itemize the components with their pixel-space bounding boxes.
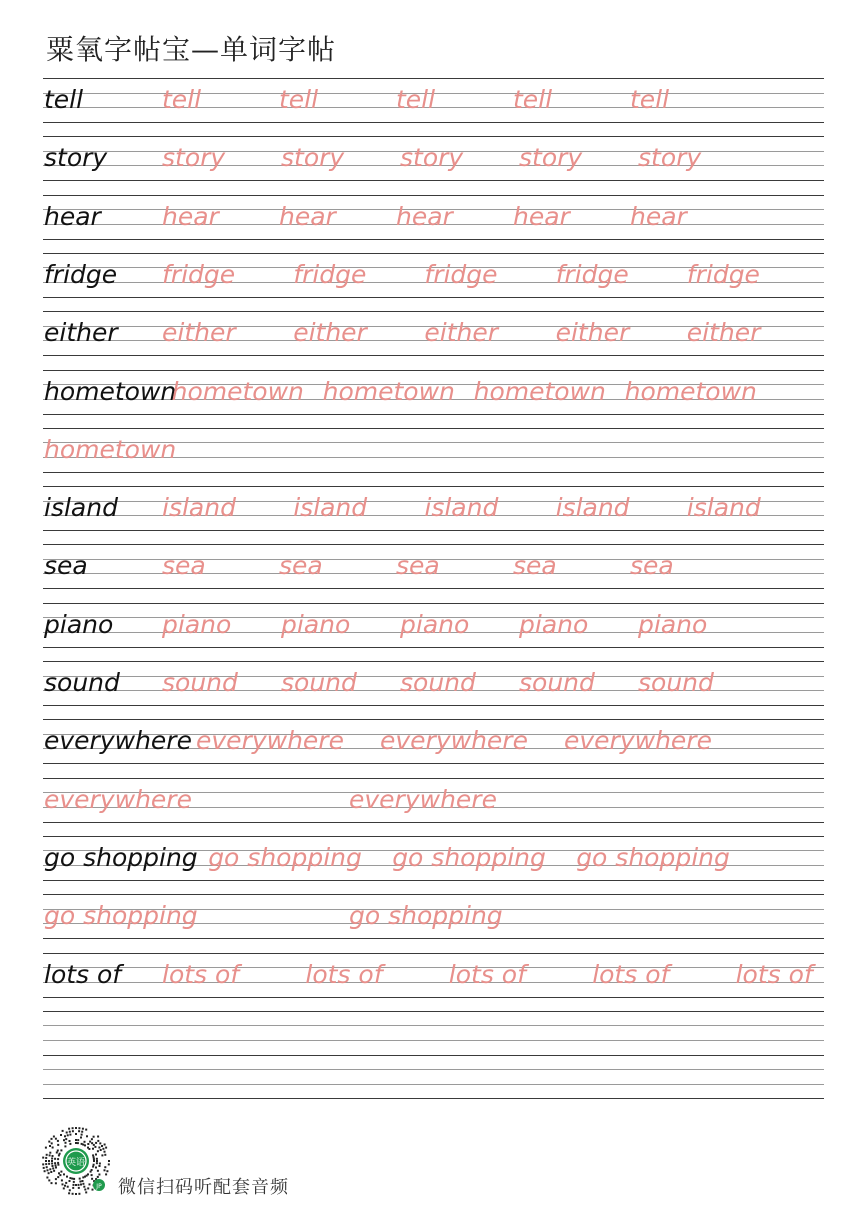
rule-base-line xyxy=(43,472,824,473)
trace-word: either xyxy=(293,318,367,348)
trace-word: sound xyxy=(638,668,714,697)
trace-word: sea xyxy=(162,551,206,581)
rule-base-line xyxy=(43,297,824,298)
page-title: 粟氧字帖宝—单词字帖 xyxy=(46,33,337,66)
rule-base-line xyxy=(43,822,824,823)
trace-word: piano xyxy=(162,609,232,639)
trace-word: fridge xyxy=(686,259,760,289)
trace-word: either xyxy=(424,318,499,348)
rule-top-line xyxy=(43,195,824,196)
trace-word: fridge xyxy=(162,259,236,289)
model-word: hometown xyxy=(44,376,177,406)
rule-base-line xyxy=(43,530,824,531)
trace-word: piano xyxy=(638,609,708,639)
rule-base-line xyxy=(43,763,824,764)
rule-base-line xyxy=(43,647,824,648)
rule-guide-line xyxy=(43,967,824,968)
model-word: go shopping xyxy=(44,842,198,872)
trace-word: island xyxy=(293,493,368,523)
rule-top-line xyxy=(43,836,824,837)
trace-word: island xyxy=(424,493,499,523)
trace-word: go shopping xyxy=(392,842,546,872)
trace-word: everywhere xyxy=(564,726,712,756)
trace-word: tell xyxy=(279,85,319,114)
trace-word: lots of xyxy=(305,959,383,989)
rule-base-line xyxy=(43,705,824,706)
model-word: piano xyxy=(44,609,114,639)
rule-top-line xyxy=(43,661,824,662)
trace-word: hometown xyxy=(473,376,606,406)
rule-top-line xyxy=(43,428,824,429)
model-word: sea xyxy=(44,551,88,581)
trace-word: hometown xyxy=(624,376,757,406)
model-word: fridge xyxy=(44,259,118,289)
blank-practice-line xyxy=(43,1055,824,1056)
footer-caption: 微信扫码听配套音频 xyxy=(118,1177,289,1198)
rule-top-line xyxy=(43,544,824,545)
trace-word: island xyxy=(162,493,236,523)
rule-top-line xyxy=(43,78,824,79)
model-word: hear xyxy=(44,201,101,231)
trace-word: story xyxy=(519,143,583,173)
model-word: everywhere xyxy=(44,726,192,756)
blank-practice-line xyxy=(43,1040,824,1041)
trace-word: sound xyxy=(162,668,238,697)
trace-word: story xyxy=(400,143,464,173)
trace-word: fridge xyxy=(293,259,367,289)
blank-practice-line xyxy=(43,1025,824,1026)
trace-word: sound xyxy=(400,668,476,697)
trace-word: hear xyxy=(279,201,336,231)
model-word: island xyxy=(44,493,118,523)
trace-word: story xyxy=(162,143,226,173)
trace-word: everywhere xyxy=(380,726,528,756)
trace-word: piano xyxy=(519,609,589,639)
trace-word: either xyxy=(686,318,761,348)
rule-base-line xyxy=(43,239,824,240)
trace-word: hometown xyxy=(44,434,177,464)
trace-word: go shopping xyxy=(349,901,503,931)
trace-word: hometown xyxy=(171,376,304,406)
model-word: tell xyxy=(44,85,84,114)
trace-word: hometown xyxy=(322,376,455,406)
rule-base-line xyxy=(43,997,824,998)
qr-badge-label: 英语 xyxy=(66,1158,86,1168)
model-word: either xyxy=(44,318,118,348)
footer xyxy=(40,1126,440,1198)
trace-word: lots of xyxy=(448,959,526,989)
model-word: story xyxy=(44,143,108,173)
trace-word: sea xyxy=(279,551,323,581)
trace-word: sound xyxy=(519,668,595,697)
trace-word: island xyxy=(555,493,630,523)
blank-practice-line xyxy=(43,1098,824,1099)
trace-word: hear xyxy=(396,201,453,231)
trace-word: story xyxy=(281,143,345,173)
rule-top-line xyxy=(43,953,824,954)
model-word: lots of xyxy=(44,959,122,989)
trace-word: lots of xyxy=(592,959,670,989)
rule-top-line xyxy=(43,894,824,895)
trace-word: everywhere xyxy=(349,784,497,814)
trace-word: sea xyxy=(513,551,557,581)
trace-word: everywhere xyxy=(196,726,344,756)
trace-word: sound xyxy=(281,668,357,697)
model-word: sound xyxy=(44,668,120,697)
rule-base-line xyxy=(43,880,824,881)
rule-top-line xyxy=(43,253,824,254)
trace-word: tell xyxy=(630,85,670,114)
blank-practice-line xyxy=(43,1069,824,1070)
trace-word: tell xyxy=(162,85,202,114)
blank-practice-line xyxy=(43,1011,824,1012)
rule-guide-line xyxy=(43,982,824,983)
rule-base-line xyxy=(43,355,824,356)
trace-word: sea xyxy=(396,551,440,581)
trace-word: story xyxy=(638,143,702,173)
trace-word: everywhere xyxy=(44,784,192,814)
trace-word: lots of xyxy=(735,959,813,989)
rule-top-line xyxy=(43,719,824,720)
trace-word: go shopping xyxy=(208,842,362,872)
trace-word: go shopping xyxy=(576,842,730,872)
trace-word: piano xyxy=(400,609,470,639)
trace-word: sea xyxy=(630,551,674,581)
rule-base-line xyxy=(43,180,824,181)
trace-word: lots of xyxy=(162,959,240,989)
trace-word: hear xyxy=(630,201,687,231)
rule-top-line xyxy=(43,603,824,604)
rule-base-line xyxy=(43,414,824,415)
trace-word: tell xyxy=(396,85,436,114)
rule-top-line xyxy=(43,486,824,487)
trace-word: tell xyxy=(513,85,553,114)
rule-base-line xyxy=(43,588,824,589)
trace-word: fridge xyxy=(424,259,498,289)
trace-word: either xyxy=(162,318,236,348)
trace-word: island xyxy=(686,493,761,523)
trace-word: go shopping xyxy=(44,901,198,931)
rule-top-line xyxy=(43,778,824,779)
svg-text:JP: JP xyxy=(96,1183,102,1190)
trace-word: hear xyxy=(513,201,570,231)
qr-code-icon xyxy=(40,1126,110,1196)
trace-word: either xyxy=(555,318,630,348)
rule-top-line xyxy=(43,311,824,312)
rule-top-line xyxy=(43,370,824,371)
blank-practice-line xyxy=(43,1084,824,1085)
rule-base-line xyxy=(43,938,824,939)
trace-word: fridge xyxy=(555,259,629,289)
trace-word: hear xyxy=(162,201,219,231)
trace-word: piano xyxy=(281,609,351,639)
rule-base-line xyxy=(43,122,824,123)
rule-top-line xyxy=(43,136,824,137)
